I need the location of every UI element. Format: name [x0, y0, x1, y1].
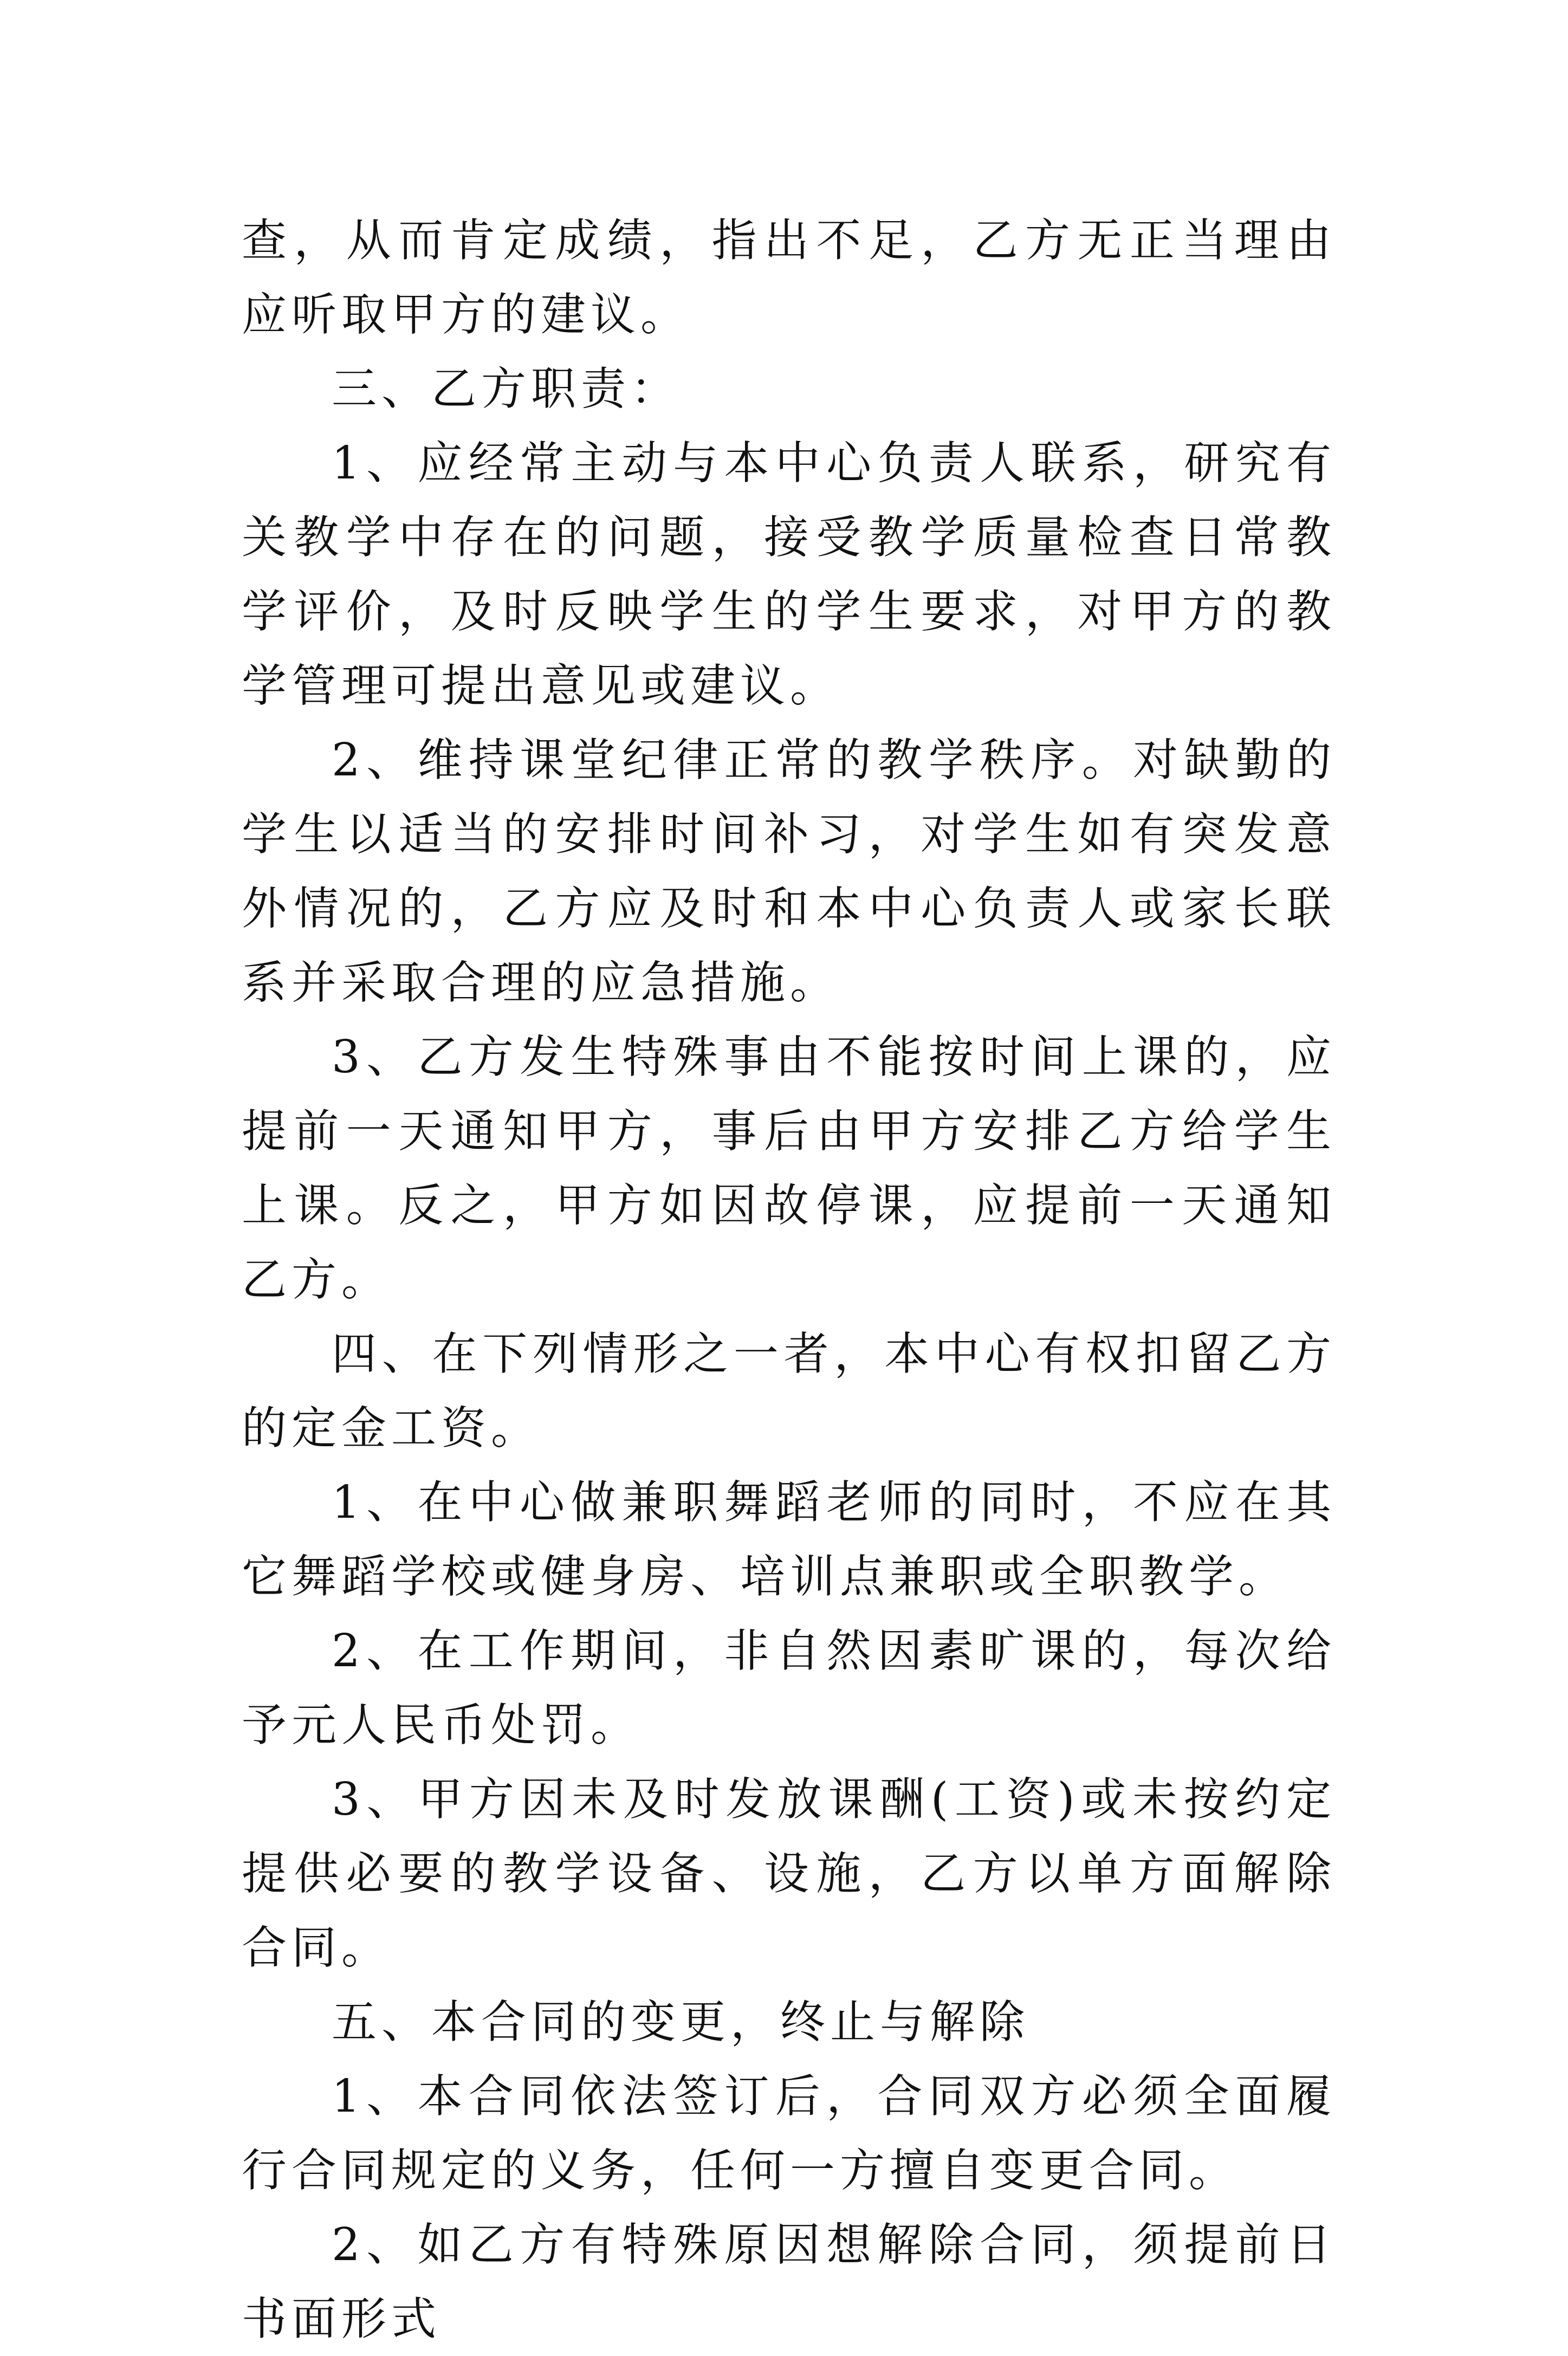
paragraph-changes-2: 2、如乙方有特殊原因想解除合同，须提前日书面形式 — [242, 2218, 1336, 2345]
paragraph-changes-1: 1、本合同依法签订后，合同双方必须全面履行合同规定的义务，任何一方擅自变更合同。 — [242, 2070, 1336, 2197]
paragraph-duty-1: 1、应经常主动与本中心负责人联系，研究有关教学中存在的问题，接受教学质量检查日常教学评价，及时反映学生的学生要求，对甲方的教学管理可提出意见或建议。 — [242, 437, 1336, 712]
paragraph-duty-2: 2、维持课堂纪律正常的教学秩序。对缺勤的学生以适当的安排时间补习，对学生如有突发意外情况的，乙方应及时和本中心负责人或家长联系并采取合理的应急措施。 — [242, 734, 1336, 1009]
paragraph-withholding-2: 2、在工作期间，非自然因素旷课的，每次给予元人民币处罚。 — [242, 1624, 1336, 1751]
paragraph-continuation: 查，从而肯定成绩，指出不足，乙方无正当理由应听取甲方的建议。 — [242, 214, 1336, 341]
paragraph-withholding-3: 3、甲方因未及时发放课酬(工资)或未按约定提供必要的教学设备、设施，乙方以单方面解除合同。 — [242, 1773, 1336, 1974]
paragraph-duty-3: 3、乙方发生特殊事由不能按时间上课的，应提前一天通知甲方，事后由甲方安排乙方给学生上课。反之，甲方如因故停课，应提前一天通知乙方。 — [242, 1031, 1336, 1306]
section-heading-withholding: 四、在下列情形之一者，本中心有权扣留乙方的定金工资。 — [242, 1328, 1336, 1454]
section-heading-party-b-duties: 三、乙方职责： — [332, 363, 681, 415]
document-body — [242, 203, 1336, 2356]
paragraph-withholding-1: 1、在中心做兼职舞蹈老师的同时，不应在其它舞蹈学校或健身房、培训点兼职或全职教学。 — [242, 1476, 1336, 1603]
section-heading-contract-changes: 五、本合同的变更，终止与解除 — [332, 1996, 1029, 2048]
